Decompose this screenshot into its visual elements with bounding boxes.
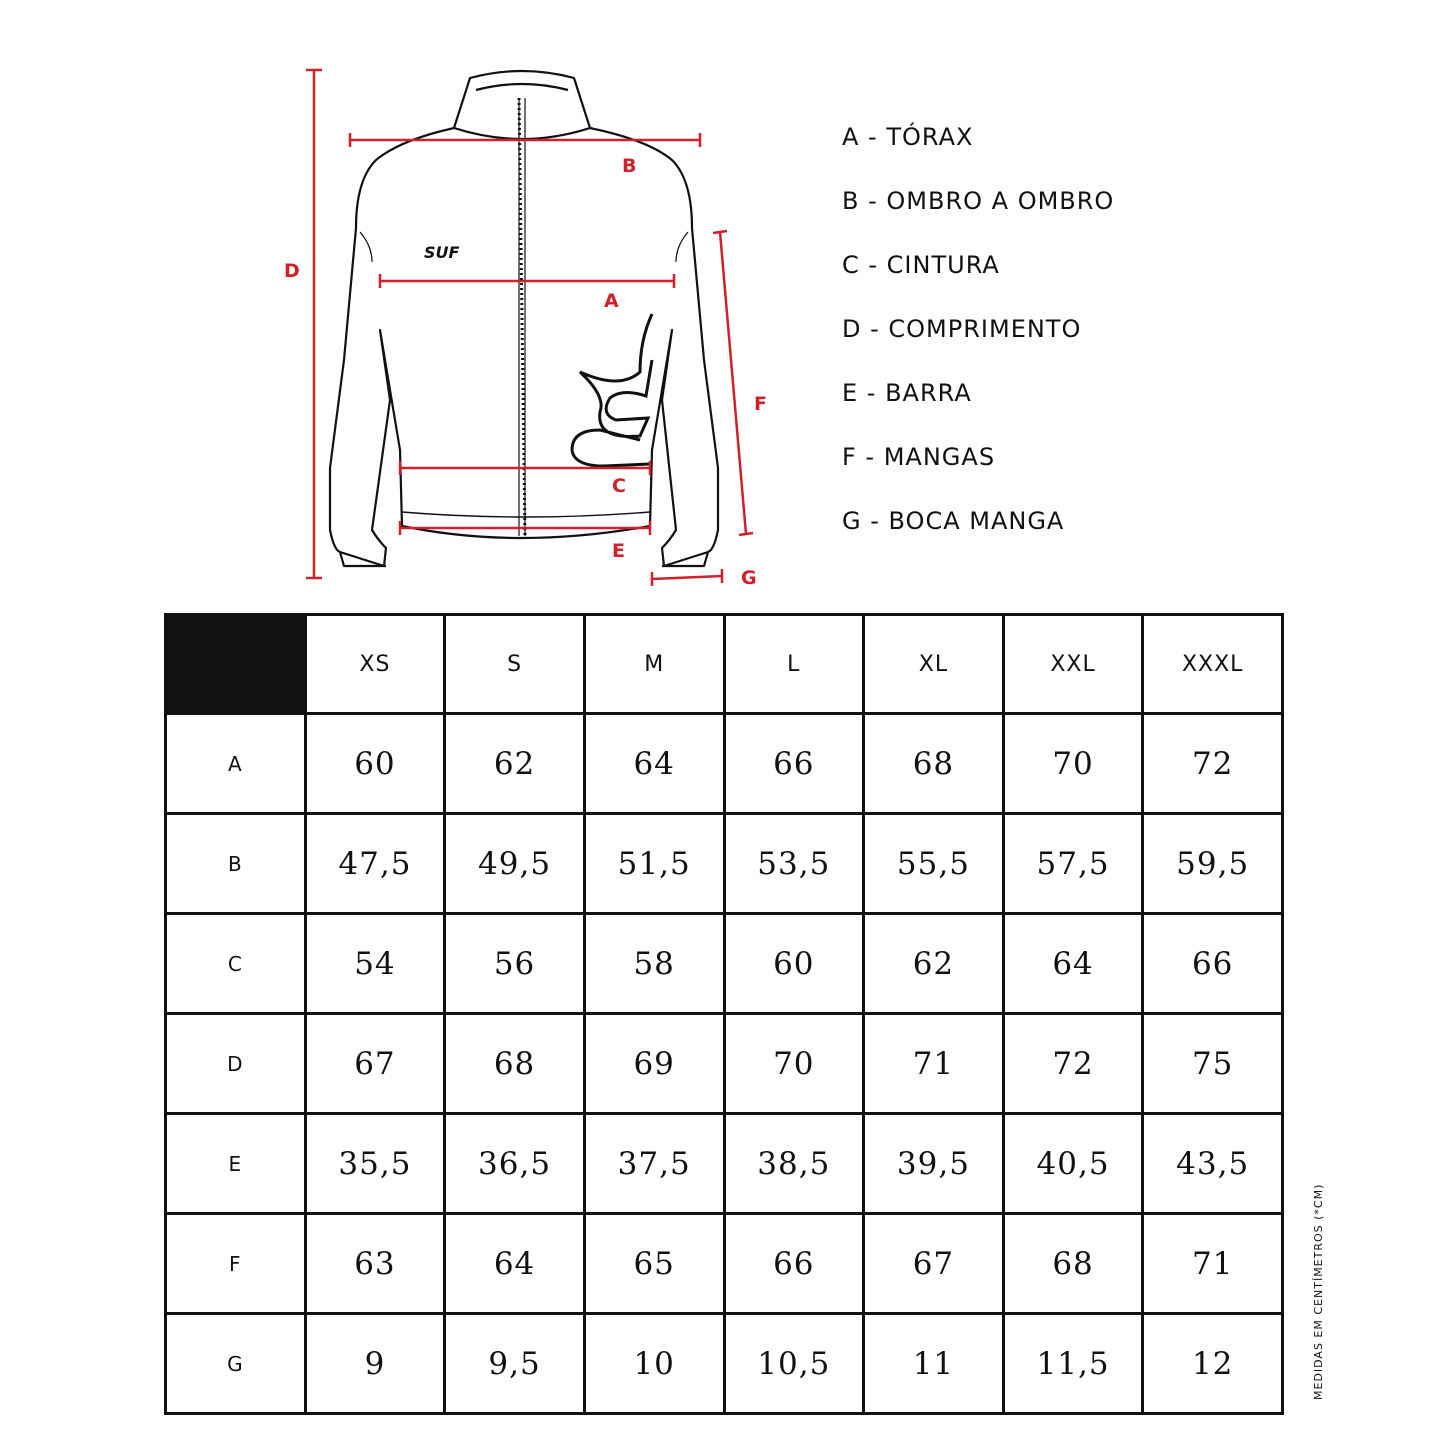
row-label: G [166, 1314, 306, 1414]
size-header: M [584, 615, 724, 714]
table-cell: 59,5 [1143, 814, 1283, 914]
legend-item-e: E - BARRA [842, 379, 972, 407]
table-cell: 75 [1143, 1014, 1283, 1114]
table-row [166, 714, 1283, 814]
legend-item-f: F - MANGAS [842, 443, 996, 471]
table-cell: 43,5 [1143, 1114, 1283, 1214]
dimension-label-c: C [612, 475, 626, 497]
row-label: A [166, 714, 306, 814]
table-cell: 47,5 [305, 814, 445, 914]
table-cell: 64 [1003, 914, 1143, 1014]
graphic-print [572, 314, 652, 466]
table-cell: 9 [305, 1314, 445, 1414]
table-cell: 39,5 [864, 1114, 1004, 1214]
units-note: MEDIDAS EM CENTÍMETROS (*CM) [1312, 1183, 1325, 1400]
table-cell: 55,5 [864, 814, 1004, 914]
legend-item-b: B - OMBRO A OMBRO [842, 187, 1115, 215]
table-cell: 35,5 [305, 1114, 445, 1214]
row-label: C [166, 914, 306, 1014]
table-cell: 36,5 [445, 1114, 585, 1214]
row-label: E [166, 1114, 306, 1214]
table-cell: 64 [584, 714, 724, 814]
table-cell: 71 [1143, 1214, 1283, 1314]
table-cell: 64 [445, 1214, 585, 1314]
table-cell: 70 [724, 1014, 864, 1114]
row-label: D [166, 1014, 306, 1114]
row-label: B [166, 814, 306, 914]
table-cell: 57,5 [1003, 814, 1143, 914]
dimension-label-b: B [622, 155, 637, 177]
table-cell: 66 [724, 1214, 864, 1314]
table-cell: 11,5 [1003, 1314, 1143, 1414]
table-cell: 37,5 [584, 1114, 724, 1214]
table-row [166, 1114, 1283, 1214]
table-cell: 60 [305, 714, 445, 814]
table-row [166, 1314, 1283, 1414]
chest-logo: SUF [424, 243, 460, 262]
table-cell: 10 [584, 1314, 724, 1414]
table-cell: 66 [1143, 914, 1283, 1014]
dimension-label-e: E [612, 540, 625, 562]
table-cell: 12 [1143, 1314, 1283, 1414]
size-chart-table [164, 613, 1284, 1415]
table-corner-cell [166, 615, 306, 714]
dimension-label-a: A [604, 290, 619, 312]
table-row [166, 1014, 1283, 1114]
table-cell: 49,5 [445, 814, 585, 914]
table-cell: 67 [305, 1014, 445, 1114]
size-header: XS [305, 615, 445, 714]
table-cell: 54 [305, 914, 445, 1014]
zipper [519, 98, 525, 536]
table-cell: 11 [864, 1314, 1004, 1414]
size-header: XL [864, 615, 1004, 714]
table-row [166, 814, 1283, 914]
table-row [166, 1214, 1283, 1314]
dimension-label-f: F [754, 393, 767, 415]
table-cell: 70 [1003, 714, 1143, 814]
table-cell: 62 [445, 714, 585, 814]
row-label: F [166, 1214, 306, 1314]
table-cell: 68 [864, 714, 1004, 814]
measurement-lines [306, 70, 753, 586]
table-cell: 9,5 [445, 1314, 585, 1414]
measurement-legend [842, 118, 1114, 566]
table-cell: 63 [305, 1214, 445, 1314]
table-cell: 72 [1143, 714, 1283, 814]
dimension-label-d: D [284, 260, 300, 282]
table-cell: 71 [864, 1014, 1004, 1114]
table-cell: 68 [445, 1014, 585, 1114]
table-cell: 68 [1003, 1214, 1143, 1314]
table-cell: 40,5 [1003, 1114, 1143, 1214]
table-cell: 58 [584, 914, 724, 1014]
size-header: XXXL [1143, 615, 1283, 714]
size-header: XXL [1003, 615, 1143, 714]
table-cell: 10,5 [724, 1314, 864, 1414]
legend-item-g: G - BOCA MANGA [842, 507, 1065, 535]
table-cell: 38,5 [724, 1114, 864, 1214]
dimension-label-g: G [741, 567, 757, 589]
legend-item-c: C - CINTURA [842, 251, 1000, 279]
table-cell: 56 [445, 914, 585, 1014]
table-cell: 53,5 [724, 814, 864, 914]
size-header: S [445, 615, 585, 714]
jacket-measurement-diagram [0, 0, 1448, 600]
table-cell: 65 [584, 1214, 724, 1314]
table-cell: 67 [864, 1214, 1004, 1314]
table-cell: 60 [724, 914, 864, 1014]
table-cell: 51,5 [584, 814, 724, 914]
table-row [166, 914, 1283, 1014]
legend-item-d: D - COMPRIMENTO [842, 315, 1082, 343]
legend-item-a: A - TÓRAX [842, 123, 974, 151]
table-header-row [166, 615, 1283, 714]
table-cell: 66 [724, 714, 864, 814]
table-cell: 69 [584, 1014, 724, 1114]
table-cell: 72 [1003, 1014, 1143, 1114]
jacket-outline [330, 71, 718, 566]
size-header: L [724, 615, 864, 714]
table-cell: 62 [864, 914, 1004, 1014]
